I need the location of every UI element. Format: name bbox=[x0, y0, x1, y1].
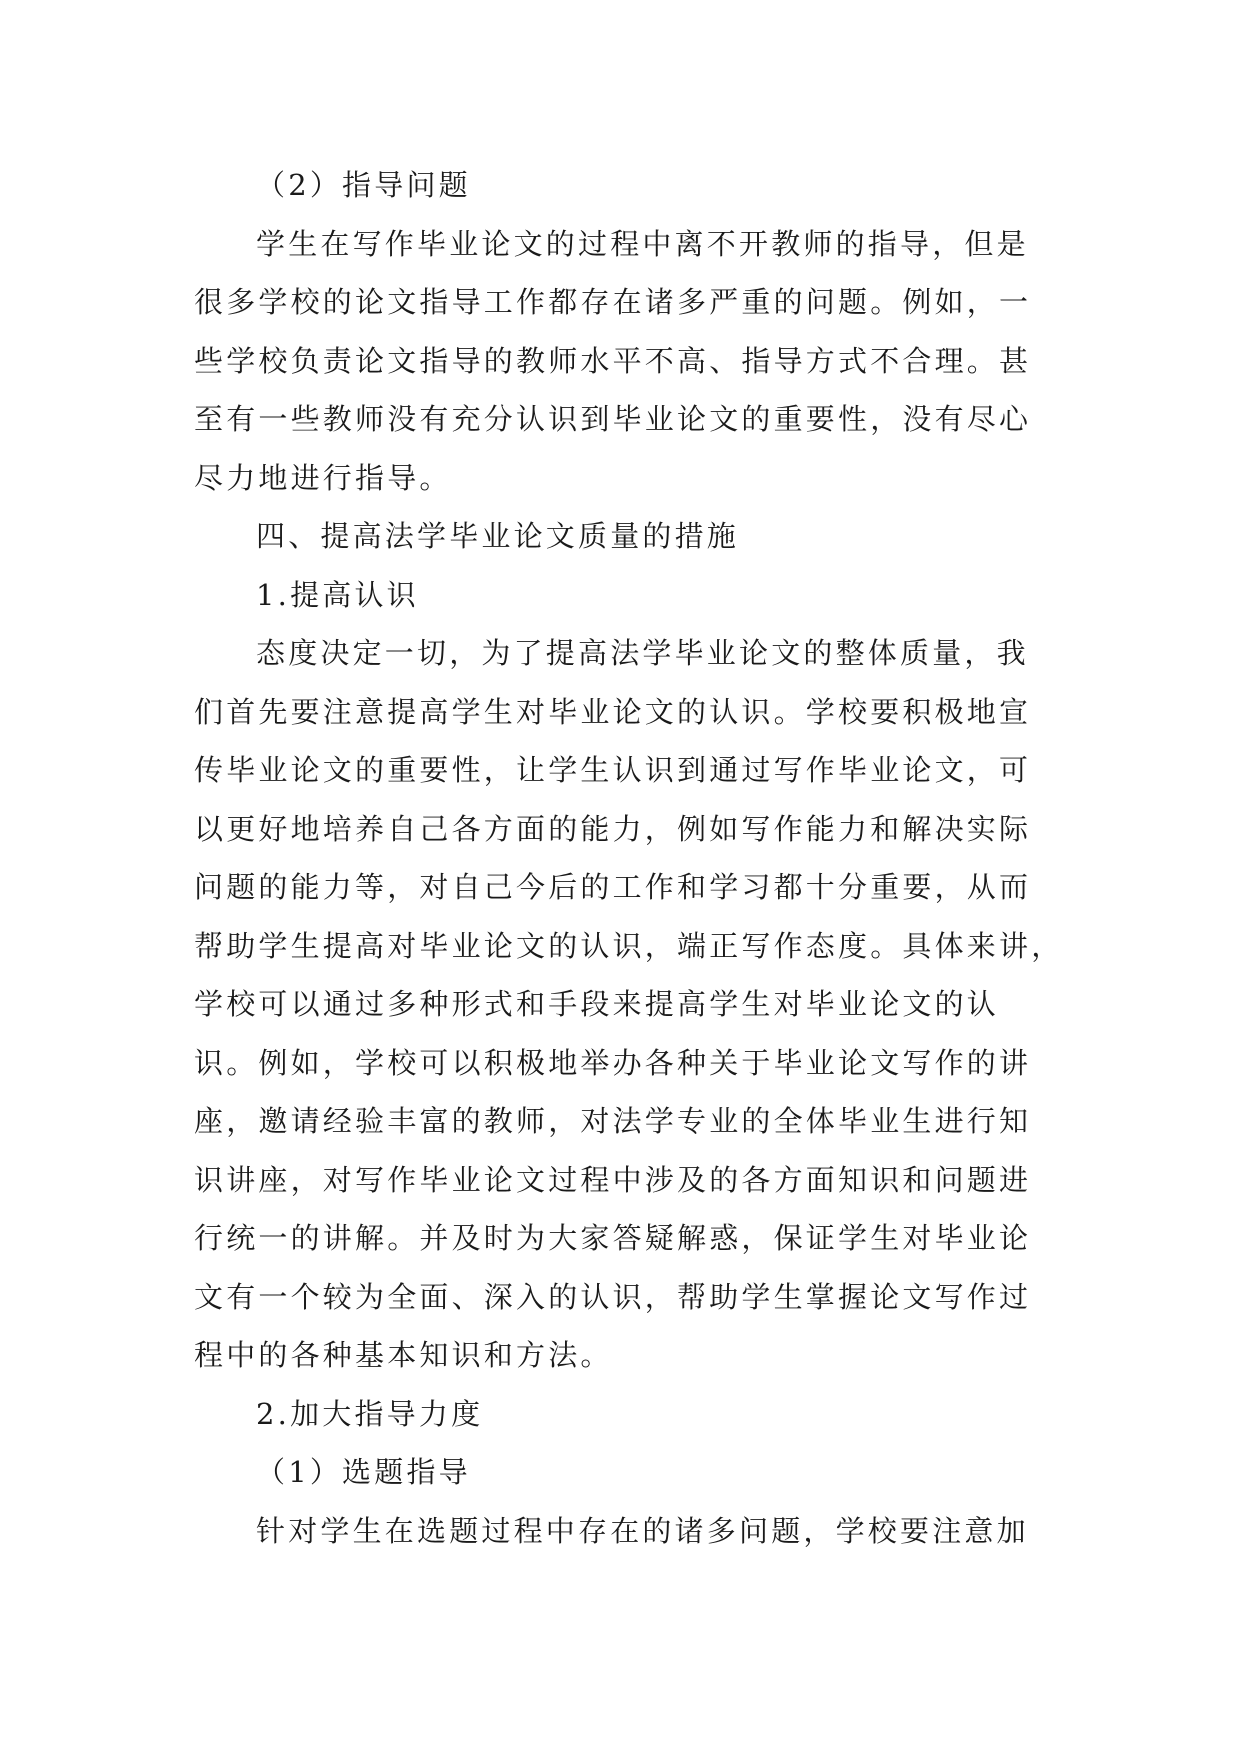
paragraph-line: 针对学生在选题过程中存在的诸多问题，学校要注意加 bbox=[256, 1513, 1029, 1548]
subsection-heading: 2.加大指导力度 bbox=[256, 1396, 484, 1431]
paragraph-line: 程中的各种基本知识和方法。 bbox=[194, 1338, 613, 1372]
section-heading: 四、提高法学毕业论文质量的措施 bbox=[256, 519, 740, 553]
paragraph-line: 很多学校的论文指导工作都存在诸多严重的问题。例如，一 bbox=[194, 285, 1032, 319]
paragraph-line: 们首先要注意提高学生对毕业论文的认识。学校要积极地宣 bbox=[194, 694, 1032, 729]
paragraph-line: 问题的能力等，对自己今后的工作和学习都十分重要，从而 bbox=[194, 870, 1032, 904]
paragraph-line: 以更好地培养自己各方面的能力，例如写作能力和解决实际 bbox=[194, 811, 1032, 846]
paragraph-line: 识讲座，对写作毕业论文过程中涉及的各方面知识和问题进 bbox=[194, 1162, 1032, 1197]
paragraph-line: 识。例如，学校可以积极地举办各种关于毕业论文写作的讲 bbox=[194, 1045, 1032, 1080]
subsection-heading: 1.提高认识 bbox=[256, 577, 419, 612]
paragraph-line: 学生在写作毕业论文的过程中离不开教师的指导，但是 bbox=[256, 226, 1029, 261]
paragraph-line: 行统一的讲解。并及时为大家答疑解惑，保证学生对毕业论 bbox=[194, 1221, 1032, 1255]
paragraph-line: 学校可以通过多种形式和手段来提高学生对毕业论文的认 bbox=[194, 987, 1000, 1021]
subsection-heading: （2）指导问题 bbox=[256, 168, 471, 202]
paragraph-line: 座，邀请经验丰富的教师，对法学专业的全体毕业生进行知 bbox=[194, 1104, 1032, 1138]
paragraph-line: 至有一些教师没有充分认识到毕业论文的重要性，没有尽心 bbox=[194, 402, 1032, 436]
body-text bbox=[194, 156, 1064, 1560]
paragraph-line: 帮助学生提高对毕业论文的认识，端正写作态度。具体来讲， bbox=[194, 928, 1064, 963]
paragraph-line: 态度决定一切，为了提高法学毕业论文的整体质量，我 bbox=[256, 636, 1029, 670]
paragraph-line: 传毕业论文的重要性，让学生认识到通过写作毕业论文，可 bbox=[194, 753, 1032, 787]
paragraph-line: 些学校负责论文指导的教师水平不高、指导方式不合理。甚 bbox=[194, 343, 1032, 378]
paragraph-line: 尽力地进行指导。 bbox=[194, 460, 452, 495]
subsection-heading: （1）选题指导 bbox=[256, 1455, 471, 1489]
paragraph-line: 文有一个较为全面、深入的认识，帮助学生掌握论文写作过 bbox=[194, 1279, 1032, 1314]
